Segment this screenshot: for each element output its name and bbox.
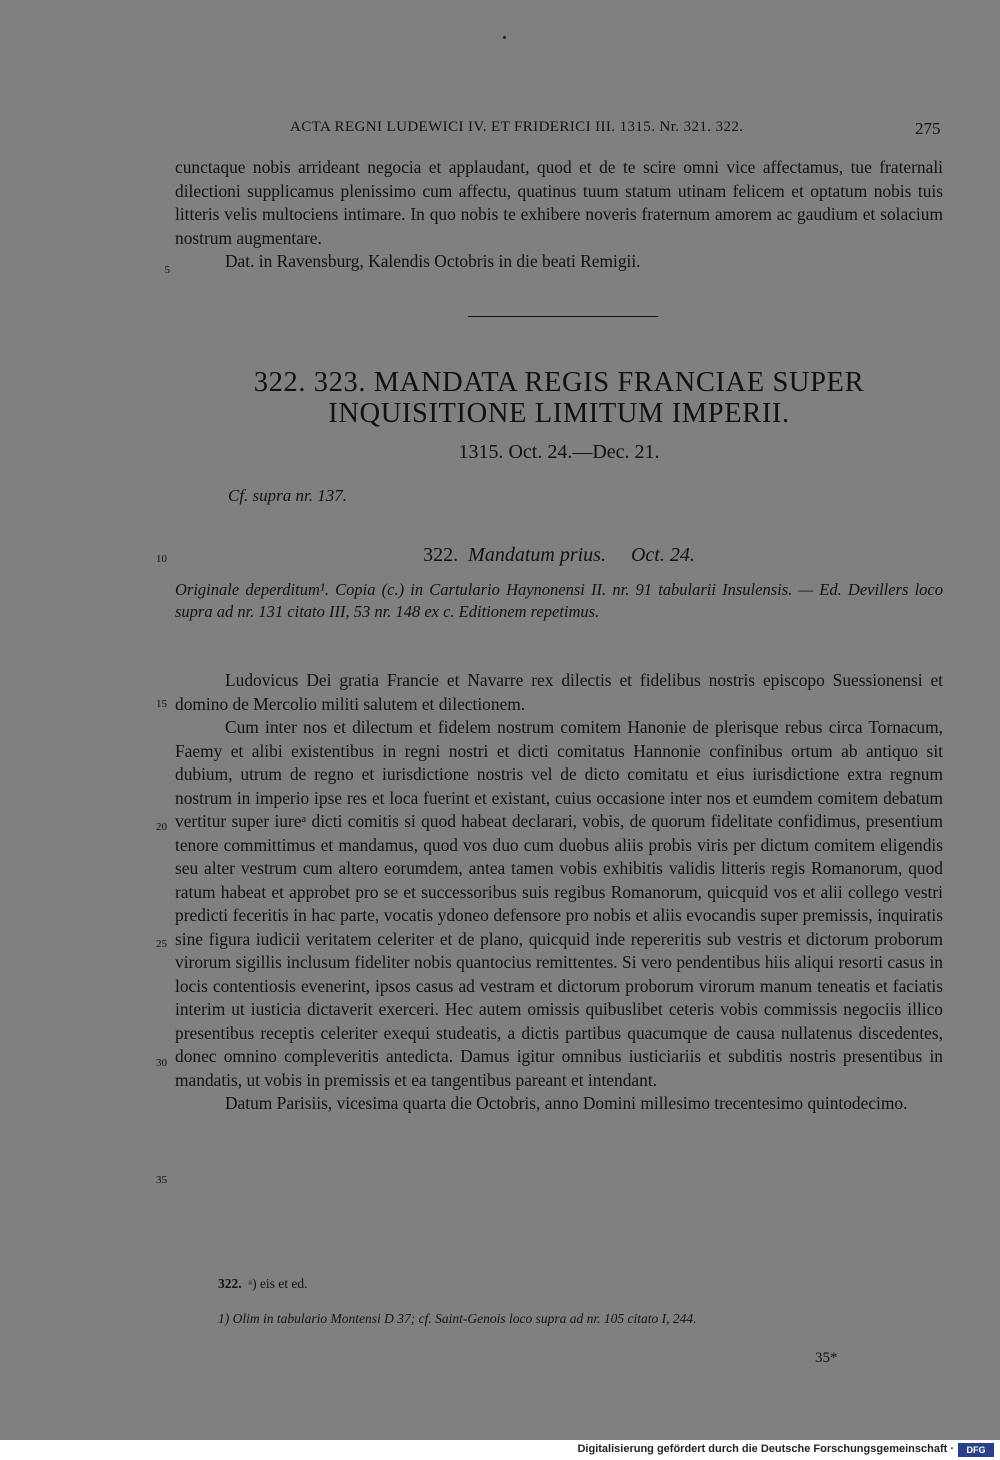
footnote-1: 1) Olim in tabulario Montensi D 37; cf. Saint-Genois loco supra ad nr. 105 citato I, 244. <box>218 1311 697 1326</box>
section-title-line1: 322. 323. MANDATA REGIS FRANCIAE SUPER <box>253 367 865 398</box>
footnote-a-text: ᵃ) eis et ed. <box>248 1276 308 1291</box>
salutation-paragraph: Ludovicus Dei gratia Francie et Navarre rex dilectis et fidelibus nostris episcopo Suessionensi et domino de Mercolio militi salutem et dilectionem. <box>175 670 943 714</box>
continuation-text <box>175 156 943 274</box>
footnote-a <box>218 1276 308 1292</box>
speck <box>503 36 506 39</box>
running-head: ACTA REGNI LUDEWICI IV. ET FRIDERICI III. 1315. Nr. 321. 322. <box>290 119 744 135</box>
page-number: 275 <box>915 119 941 138</box>
document-number: 322. <box>423 544 459 566</box>
footnote-a-number: 322. <box>218 1276 242 1291</box>
line-number-10: 10 <box>156 553 167 565</box>
line-number-5: 5 <box>164 264 170 276</box>
footer-text: Digitalisierung gefördert durch die Deutsche Forschungsgemeinschaft · <box>577 1443 954 1455</box>
section-title <box>175 367 943 429</box>
main-paragraph: Cum inter nos et dilectum et fidelem nostrum comitem Hanonie de plerisque rebus circa Tornacum, Faemy et alibi existentibus in regni nostri et dicti comitatus Hannonie confinibus ortum ab antiquo sit dubium, utrum de regno et iurisdictione nostris vel de dicto comitatu et eius iurisdictione extra regnum nostrum in imperio ipse res et loca fuerint et existant, cuius occasione inter nos et eumdem comitem debatum vertitur super iureᵃ dicti comitis si quod habeat declarari, vobis, de quorum fidelitate confidimus, presentium tenore committimus et mandamus, quod vos duo cum duobus aliis probis viris per dictum comitem eligendis seu alter vestrum cum altero eorumdem, antea tamen vobis exhibitis validis litteris regis Romanorum, quod ratum habeat et approbet pro se et successoribus suis regibus Romanorum, quicquid vos et alii collego vestri predicti feceritis in hac parte, vocatis ydoneo defensore pro nobis et aliis evocandis super premissis, inquiratis sine figura iudicii veritatem celeriter et de plano, quicquid inde repereritis sub vestris et dictorum proborum virorum sigillis inclusum fideliter nobis quantocius remittentes. Si vero pendentibus hiis aliqui resorti casus in locis contentiosis evenerint, ipsos casus ad vestram et dictorum proborum virorum manum teneatis et faciatis interim ut iusticia dictaverit exerceri. Hec autem omissis quibuslibet ceteris vobis commissis negociis illico presentibus receptis celeriter exequi studeatis, a dictis partibus quacumque de causa nullatenus discedentes, donec omnino compleveritis antedicta. Damus igitur omnibus iusticiariis et subditis nostris presentibus in mandatis, ut vobis in premissis et ea tangentibus pareant et intendant. <box>175 717 943 1090</box>
line-number-35: 35 <box>156 1174 167 1186</box>
line-number-15: 15 <box>156 698 167 710</box>
document-title: Mandatum prius. <box>468 544 606 566</box>
line-number-25: 25 <box>156 938 167 950</box>
line-number-20: 20 <box>156 821 167 833</box>
cross-reference: Cf. supra nr. 137. <box>228 486 348 505</box>
document-date: Oct. 24. <box>630 544 695 566</box>
line-number-30: 30 <box>156 1057 167 1069</box>
signature-mark: 35* <box>815 1350 838 1366</box>
section-title-line2: INQUISITIONE LIMITUM IMPERII. <box>328 398 790 429</box>
document-body <box>175 669 943 1116</box>
footer-bar <box>0 1440 1000 1460</box>
dating-clause: Dat. in Ravensburg, Kalendis Octobris in die beati Remigii. <box>225 251 641 271</box>
source-note: Originale deperditum¹. Copia (c.) in Cartulario Haynonensi II. nr. 91 tabularii Insulensis. — Ed. Devillers loco supra ad nr. 131 citato III, 53 nr. 148 ex c. Editionem repetimus. <box>175 580 943 621</box>
section-divider <box>468 316 658 317</box>
dating-paragraph: Datum Parisiis, vicesima quarta die Octobris, anno Domini millesimo trecentesimo quintodecimo. <box>225 1093 908 1113</box>
continuation-paragraph: cunctaque nobis arrideant negocia et applaudant, quod et de te scire omni vice affectamus, tue fraternali dilectioni supplicamus plenissimo cum affectu, quatinus tuum statum utinam felicem et optatum nobis tuis litteris velis multociens intimare. In quo nobis te exhibere noveris fraternum amorem ac gaudium et solacium nostrum augmentare. <box>175 157 943 248</box>
document-heading <box>175 544 943 567</box>
section-dates: 1315. Oct. 24.—Dec. 21. <box>458 441 660 463</box>
dfg-logo-icon[interactable]: DFG <box>958 1443 994 1457</box>
